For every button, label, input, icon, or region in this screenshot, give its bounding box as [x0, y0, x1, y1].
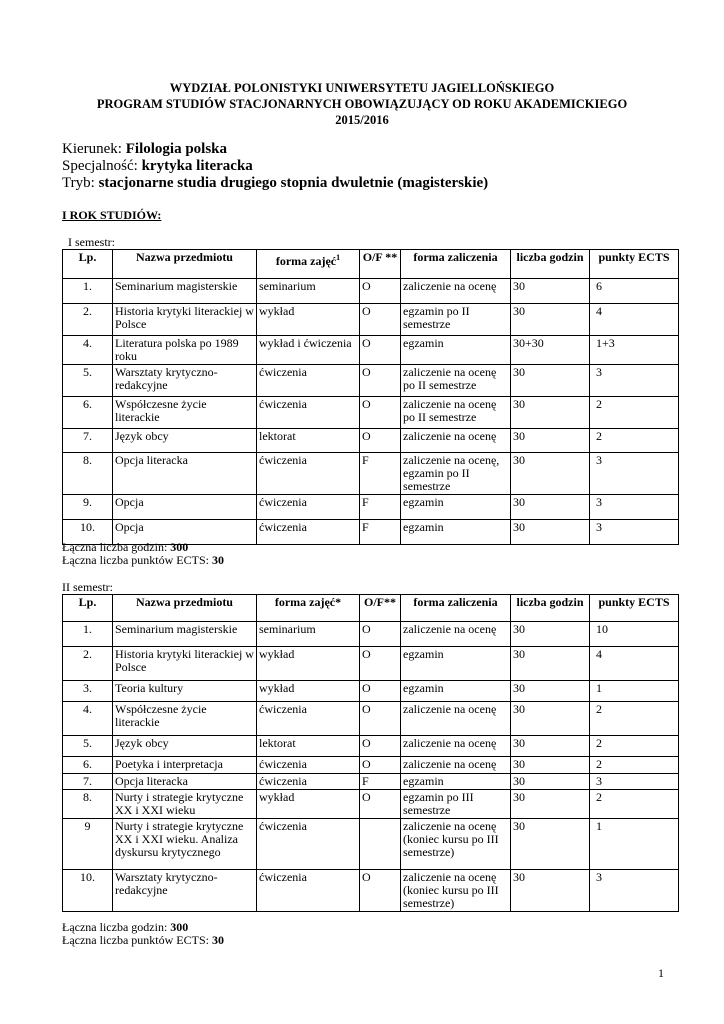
total-ects-value: 30: [211, 553, 224, 567]
cell-punkty-ects: 2: [590, 736, 679, 757]
table-row: [63, 495, 679, 520]
cell-lp: 4.: [63, 702, 113, 736]
cell-punkty-ects: 10: [590, 622, 679, 647]
table-row: [63, 736, 679, 757]
cell-nazwa: Język obcy: [113, 429, 257, 453]
cell-forma-zaliczenia: zaliczenie na ocenę: [401, 702, 511, 736]
table-row: [63, 681, 679, 702]
cell-of: O: [360, 304, 401, 336]
cell-lp: 2.: [63, 647, 113, 681]
cell-lp: 10.: [63, 870, 113, 912]
kierunek-value: Filologia polska: [125, 141, 228, 157]
cell-forma-zajec: ćwiczenia: [257, 702, 360, 736]
cell-of: F: [360, 495, 401, 520]
cell-forma-zajec: ćwiczenia: [257, 774, 360, 790]
cell-liczba-godzin: 30: [511, 304, 590, 336]
cell-forma-zaliczenia: zaliczenie na ocenę: [401, 279, 511, 304]
header-forma-zaliczenia: forma zaliczenia: [401, 595, 511, 622]
cell-liczba-godzin: 30: [511, 647, 590, 681]
cell-forma-zajec: ćwiczenia: [257, 819, 360, 870]
table-row: [63, 774, 679, 790]
semester2-total-ects: [62, 934, 224, 947]
cell-punkty-ects: 2: [590, 429, 679, 453]
cell-nazwa: Teoria kultury: [113, 681, 257, 702]
cell-nazwa: Współczesne życie literackie: [113, 702, 257, 736]
cell-lp: 3.: [63, 681, 113, 702]
cell-of: O: [360, 647, 401, 681]
cell-lp: 1.: [63, 279, 113, 304]
table-row: [63, 304, 679, 336]
cell-liczba-godzin: 30: [511, 774, 590, 790]
table-row: [63, 622, 679, 647]
cell-liczba-godzin: 30: [511, 429, 590, 453]
cell-forma-zajec: lektorat: [257, 736, 360, 757]
cell-lp: 2.: [63, 304, 113, 336]
cell-forma-zajec: seminarium: [257, 279, 360, 304]
cell-nazwa: Seminarium magisterskie: [113, 279, 257, 304]
header-of: O/F **: [360, 250, 401, 279]
cell-punkty-ects: 3: [590, 774, 679, 790]
cell-lp: 7.: [63, 774, 113, 790]
cell-lp: 7.: [63, 429, 113, 453]
header-line-3: 2015/2016: [335, 113, 389, 127]
cell-liczba-godzin: 30: [511, 453, 590, 495]
cell-forma-zajec: wykład: [257, 304, 360, 336]
cell-forma-zaliczenia: egzamin: [401, 647, 511, 681]
cell-forma-zajec: ćwiczenia: [257, 520, 360, 545]
cell-lp: 9: [63, 819, 113, 870]
cell-liczba-godzin: 30: [511, 495, 590, 520]
cell-forma-zaliczenia: egzamin po II semestrze: [401, 304, 511, 336]
cell-forma-zajec: lektorat: [257, 429, 360, 453]
header-forma-zajec: forma zajęć*: [257, 595, 360, 622]
cell-punkty-ects: 6: [590, 279, 679, 304]
page-number: 1: [658, 966, 664, 980]
cell-of: O: [360, 365, 401, 397]
cell-nazwa: Historia krytyki literackiej w Polsce: [113, 304, 257, 336]
total-hours-label: Łączna liczba godzin:: [62, 920, 168, 934]
header-of: O/F**: [360, 595, 401, 622]
semester1-table: [62, 249, 679, 545]
cell-liczba-godzin: 30: [511, 736, 590, 757]
semester2-table: [62, 594, 679, 912]
cell-punkty-ects: 2: [590, 757, 679, 774]
cell-punkty-ects: 4: [590, 647, 679, 681]
table-row: [63, 790, 679, 819]
semester1-totals: [62, 541, 224, 567]
cell-of: O: [360, 336, 401, 365]
table-row: [63, 453, 679, 495]
cell-liczba-godzin: 30: [511, 757, 590, 774]
cell-forma-zaliczenia: zaliczenie na ocenę (koniec kursu po III semestrze): [401, 819, 511, 870]
cell-forma-zaliczenia: zaliczenie na ocenę po II semestrze: [401, 397, 511, 429]
table-header-row: [63, 595, 679, 622]
cell-forma-zaliczenia: egzamin: [401, 520, 511, 545]
header-forma-zaliczenia: forma zaliczenia: [401, 250, 511, 279]
cell-forma-zajec: seminarium: [257, 622, 360, 647]
header-line-2: PROGRAM STUDIÓW STACJONARNYCH OBOWIĄZUJĄCY OD ROKU AKADEMICKIEGO: [96, 97, 628, 111]
cell-punkty-ects: 3: [590, 495, 679, 520]
semester1-total-ects: [62, 554, 224, 567]
header-line-1: WYDZIAŁ POLONISTYKI UNIWERSYTETU JAGIELLOŃSKIEGO: [169, 81, 555, 95]
header-lp: Lp.: [63, 250, 113, 279]
cell-forma-zajec: ćwiczenia: [257, 453, 360, 495]
cell-punkty-ects: 3: [590, 870, 679, 912]
cell-lp: 5.: [63, 736, 113, 757]
header-footnote-mark: 1: [336, 253, 341, 262]
cell-forma-zaliczenia: zaliczenie na ocenę (koniec kursu po III semestrze): [401, 870, 511, 912]
cell-lp: 8.: [63, 790, 113, 819]
cell-forma-zaliczenia: zaliczenie na ocenę po II semestrze: [401, 365, 511, 397]
table-row: [63, 647, 679, 681]
table-row: [63, 279, 679, 304]
year-heading: I ROK STUDIÓW:: [62, 208, 162, 222]
header-liczba-godzin: liczba godzin: [511, 250, 590, 279]
cell-forma-zaliczenia: egzamin: [401, 495, 511, 520]
cell-forma-zajec: wykład: [257, 647, 360, 681]
cell-nazwa: Historia krytyki literackiej w Polsce: [113, 647, 257, 681]
cell-nazwa: Seminarium magisterskie: [113, 622, 257, 647]
cell-of: O: [360, 870, 401, 912]
cell-liczba-godzin: 30: [511, 622, 590, 647]
cell-liczba-godzin: 30: [511, 870, 590, 912]
header-forma-zajec: [257, 250, 360, 279]
total-ects-label: Łączna liczba punktów ECTS:: [62, 933, 209, 947]
cell-punkty-ects: 1+3: [590, 336, 679, 365]
cell-lp: 1.: [63, 622, 113, 647]
cell-liczba-godzin: 30: [511, 279, 590, 304]
header-lp: Lp.: [63, 595, 113, 622]
semester1-label: I semestr:: [68, 235, 115, 249]
table-row: [63, 336, 679, 365]
cell-lp: 8.: [63, 453, 113, 495]
cell-forma-zajec: wykład i ćwiczenia: [257, 336, 360, 365]
table-row: [63, 397, 679, 429]
cell-liczba-godzin: 30: [511, 397, 590, 429]
cell-forma-zaliczenia: zaliczenie na ocenę: [401, 622, 511, 647]
cell-forma-zaliczenia: egzamin: [401, 774, 511, 790]
cell-forma-zajec: ćwiczenia: [257, 757, 360, 774]
cell-forma-zajec: ćwiczenia: [257, 495, 360, 520]
cell-lp: 9.: [63, 495, 113, 520]
cell-of: O: [360, 279, 401, 304]
cell-forma-zaliczenia: zaliczenie na ocenę, egzamin po II semestrze: [401, 453, 511, 495]
header-nazwa: Nazwa przedmiotu: [113, 250, 257, 279]
cell-nazwa: Opcja literacka: [113, 453, 257, 495]
cell-lp: 6.: [63, 397, 113, 429]
tryb-value: stacjonarne studia drugiego stopnia dwuletnie (magisterskie): [98, 175, 489, 191]
cell-nazwa: Opcja literacka: [113, 774, 257, 790]
cell-of: F: [360, 774, 401, 790]
cell-forma-zaliczenia: egzamin: [401, 681, 511, 702]
cell-forma-zajec: wykład: [257, 790, 360, 819]
specjalnosc-label: Specjalność:: [62, 158, 138, 174]
cell-of: O: [360, 736, 401, 757]
table-row: [63, 870, 679, 912]
table-row: [63, 429, 679, 453]
semester2-totals: [62, 921, 224, 947]
cell-of: O: [360, 429, 401, 453]
cell-of: O: [360, 681, 401, 702]
cell-of: O: [360, 757, 401, 774]
cell-nazwa: Literatura polska po 1989 roku: [113, 336, 257, 365]
cell-punkty-ects: 3: [590, 520, 679, 545]
cell-liczba-godzin: 30: [511, 790, 590, 819]
header-punkty-ects: punkty ECTS: [590, 250, 679, 279]
cell-liczba-godzin: 30: [511, 365, 590, 397]
cell-punkty-ects: 1: [590, 819, 679, 870]
cell-nazwa: Język obcy: [113, 736, 257, 757]
table-row: [63, 365, 679, 397]
cell-punkty-ects: 3: [590, 453, 679, 495]
cell-of: [360, 819, 401, 870]
cell-of: F: [360, 520, 401, 545]
cell-forma-zaliczenia: zaliczenie na ocenę: [401, 757, 511, 774]
total-ects-value: 30: [211, 933, 224, 947]
cell-forma-zaliczenia: zaliczenie na ocenę: [401, 736, 511, 757]
cell-of: O: [360, 790, 401, 819]
total-hours-label: Łączna liczba godzin:: [62, 540, 168, 554]
total-ects-label: Łączna liczba punktów ECTS:: [62, 553, 209, 567]
cell-nazwa: Nurty i strategie krytyczne XX i XXI wieku: [113, 790, 257, 819]
total-hours-value: 300: [170, 920, 189, 934]
cell-forma-zajec: ćwiczenia: [257, 397, 360, 429]
cell-liczba-godzin: 30+30: [511, 336, 590, 365]
cell-of: O: [360, 702, 401, 736]
cell-of: O: [360, 397, 401, 429]
cell-nazwa: Nurty i strategie krytyczne XX i XXI wieku. Analiza dyskursu krytycznego: [113, 819, 257, 870]
cell-punkty-ects: 2: [590, 702, 679, 736]
table-row: [63, 819, 679, 870]
cell-nazwa: Warsztaty krytyczno-redakcyjne: [113, 365, 257, 397]
cell-liczba-godzin: 30: [511, 819, 590, 870]
cell-liczba-godzin: 30: [511, 681, 590, 702]
header-liczba-godzin: liczba godzin: [511, 595, 590, 622]
cell-liczba-godzin: 30: [511, 520, 590, 545]
cell-of: O: [360, 622, 401, 647]
cell-forma-zaliczenia: egzamin po III semestrze: [401, 790, 511, 819]
cell-lp: 4.: [63, 336, 113, 365]
cell-forma-zaliczenia: zaliczenie na ocenę: [401, 429, 511, 453]
kierunek-label: Kierunek:: [62, 141, 122, 157]
cell-forma-zajec: ćwiczenia: [257, 365, 360, 397]
cell-punkty-ects: 2: [590, 790, 679, 819]
cell-punkty-ects: 2: [590, 397, 679, 429]
cell-punkty-ects: 3: [590, 365, 679, 397]
cell-forma-zajec: ćwiczenia: [257, 870, 360, 912]
semester2-label: II semestr:: [62, 580, 113, 594]
cell-nazwa: Opcja: [113, 520, 257, 545]
header-nazwa: Nazwa przedmiotu: [113, 595, 257, 622]
field-tryb: [62, 174, 488, 192]
cell-nazwa: Poetyka i interpretacja: [113, 757, 257, 774]
cell-of: F: [360, 453, 401, 495]
cell-nazwa: Warsztaty krytyczno-redakcyjne: [113, 870, 257, 912]
table-header-row: [63, 250, 679, 279]
table-row: [63, 757, 679, 774]
header-forma-zajec-text: forma zajęć: [275, 254, 337, 268]
cell-punkty-ects: 1: [590, 681, 679, 702]
header-punkty-ects: punkty ECTS: [590, 595, 679, 622]
cell-liczba-godzin: 30: [511, 702, 590, 736]
cell-punkty-ects: 4: [590, 304, 679, 336]
specjalnosc-value: krytyka literacka: [141, 158, 253, 174]
cell-lp: 6.: [63, 757, 113, 774]
tryb-label: Tryb:: [62, 175, 95, 191]
field-kierunek: [62, 140, 227, 158]
total-hours-value: 300: [170, 540, 189, 554]
cell-forma-zajec: wykład: [257, 681, 360, 702]
field-specjalnosc: [62, 157, 253, 175]
cell-nazwa: Współczesne życie literackie: [113, 397, 257, 429]
table-row: [63, 702, 679, 736]
cell-lp: 10.: [63, 520, 113, 545]
cell-nazwa: Opcja: [113, 495, 257, 520]
cell-forma-zaliczenia: egzamin: [401, 336, 511, 365]
cell-lp: 5.: [63, 365, 113, 397]
